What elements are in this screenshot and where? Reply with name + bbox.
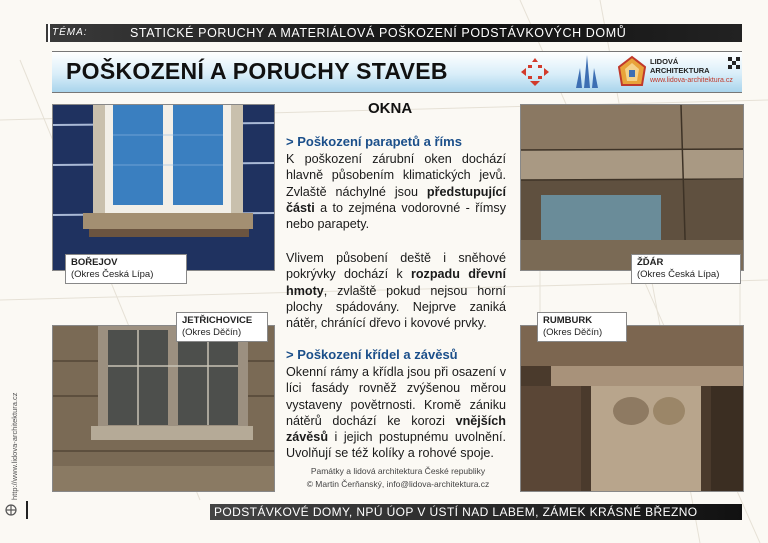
photo-zdar	[520, 104, 744, 271]
text-emphasis: rozpadu dřevní hmoty	[286, 267, 507, 298]
text-emphasis: předstupující části	[286, 184, 506, 215]
paragraph-parapets-1	[286, 151, 506, 232]
caption-borejov	[65, 254, 187, 284]
text-emphasis: vnějších závěsů	[286, 413, 506, 445]
paragraph-parapets-2	[286, 250, 506, 331]
text-run: Okenní rámy a křídla jsou při osazení v líci fasády rovněž zvýšenou měrou vystaveny povětrnosti. Kromě zániku nátěrů dochází ke korozi	[286, 365, 506, 428]
spire-logo-icon	[574, 54, 600, 90]
topic-title: STATICKÉ PORUCHY A MATERIÁLOVÁ POŠKOZENÍ PODSTÁVKOVÝCH DOMŮ	[130, 26, 627, 40]
logo-name-line1: LIDOVÁ	[650, 57, 679, 66]
page-title: POŠKOZENÍ A PORUCHY STAVEB	[66, 58, 448, 84]
subheading-sashes: > Poškození křídel a závěsů	[286, 347, 458, 362]
text-run: i jejich postupnému uvolnění. Uvolňují se též kolíky a rohové spoje.	[286, 430, 506, 461]
text-run: , zvlaště pokud nejsou horní plochy spádovány. Nejprve zaniká nátěr, chránící dřevo i kovové prvky.	[286, 283, 506, 331]
window-photo-image	[53, 105, 274, 270]
ornament-small-icon	[4, 503, 18, 517]
house-logo-icon	[618, 55, 646, 87]
caption-zdar	[631, 254, 741, 284]
caption-place: BOŘEJOV	[71, 257, 118, 268]
text-run: Vlivem působení deště i sněhové pokrývky dochází k	[286, 251, 506, 282]
caption-place: ŽĎÁR	[637, 257, 664, 268]
photo-borejov	[52, 104, 275, 271]
text-run: a to zejména vodorovné - římsy nebo parapety.	[286, 200, 506, 232]
caption-place: RUMBURK	[543, 315, 593, 326]
caption-district: (Okres Česká Lípa)	[637, 269, 720, 280]
topic-label: TÉMA:	[52, 27, 88, 38]
timber-photo-image	[521, 105, 743, 270]
photo-jetrichovice	[52, 325, 275, 492]
caption-place: JETŘICHOVICE	[182, 315, 253, 326]
caption-district: (Okres Česká Lípa)	[71, 269, 154, 280]
bottom-tick	[26, 501, 28, 519]
caption-district: (Okres Děčín)	[543, 327, 603, 338]
bar-tick	[48, 24, 50, 42]
credit-line1: Památky a lidová architektura České republiky	[310, 466, 486, 476]
caption-district: (Okres Děčín)	[182, 327, 242, 338]
side-url[interactable]: http://www.lidova-architektura.cz	[10, 392, 19, 500]
paragraph-sashes	[286, 364, 506, 462]
text-run: K poškození zárubní oken dochází hlavně působením klimatických jevů. Zvlaště náchylné jsou	[286, 152, 506, 199]
ornament-icon	[728, 57, 740, 69]
logo-name-line2: ARCHITEKTURA	[650, 66, 710, 75]
photo-rumburk	[520, 325, 744, 492]
diamond-logo-icon	[518, 56, 552, 88]
logo-url[interactable]: www.lidova-architektura.cz	[650, 77, 733, 84]
footer-bar: PODSTÁVKOVÉ DOMY, NPÚ ÚOP V ÚSTÍ NAD LABEM, ZÁMEK KRÁSNÉ BŘEZNO	[210, 504, 742, 520]
window-photo-image	[53, 326, 274, 491]
page-header	[52, 51, 742, 93]
caption-rumburk	[537, 312, 627, 342]
caption-jetrichovice	[176, 312, 268, 342]
section-title: OKNA	[368, 100, 413, 117]
topic-bar	[46, 24, 742, 42]
credit-line2: © Martin Čerňanský, info@lidova-architektura.cz	[306, 479, 490, 489]
subheading-parapets: > Poškození parapetů a říms	[286, 134, 462, 149]
carved-bracket-photo-image	[521, 326, 743, 491]
